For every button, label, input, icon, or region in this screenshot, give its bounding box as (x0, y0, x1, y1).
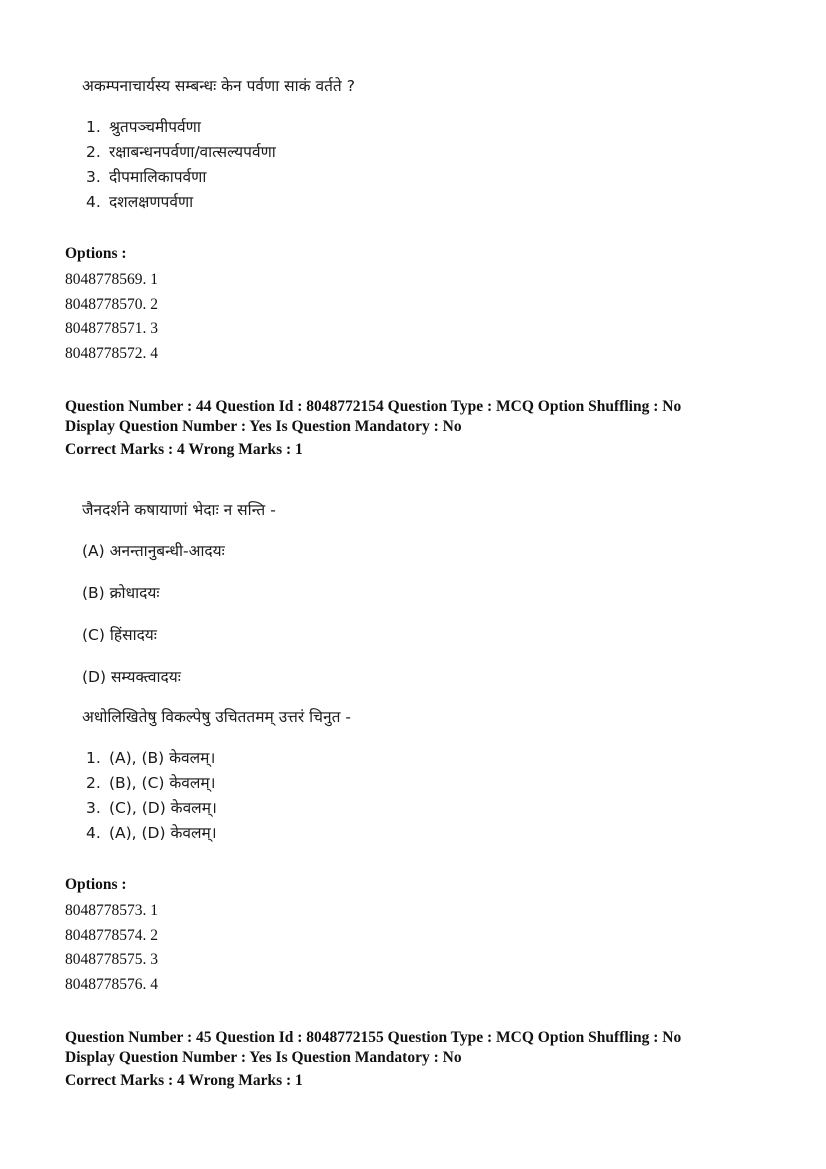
choice-item (86, 771, 217, 796)
choice-item (86, 165, 276, 190)
choice-item (86, 821, 217, 846)
option-id-line: 8048778572. 4 (65, 344, 158, 362)
choice-number: 1. (86, 118, 101, 136)
statement-c: (C) हिंसादयः (82, 626, 157, 644)
question-meta-line: Question Number : 45 Question Id : 8048772155 Question Type : MCQ Option Shuffling : No (65, 1029, 682, 1046)
question-44-metadata (65, 397, 681, 460)
marks-line: Correct Marks : 4 Wrong Marks : 1 (65, 441, 303, 458)
choice-item (86, 746, 217, 771)
question-44-stem: जैनदर्शने कषायाणां भेदाः न सन्ति - (82, 501, 276, 519)
choice-text: दशलक्षणपर्वणा (108, 193, 194, 211)
marks-line: Correct Marks : 4 Wrong Marks : 1 (65, 1072, 303, 1089)
choice-number: 3. (86, 168, 101, 186)
statement-a: (A) अनन्तानुबन्धी-आदयः (82, 542, 225, 560)
choice-item (86, 796, 217, 821)
choice-text: श्रुतपञ्चमीपर्वणा (108, 118, 201, 136)
option-id-line: 8048778573. 1 (65, 902, 158, 919)
options-heading: Options : (65, 876, 127, 893)
question-44-instruction: अधोलिखितेषु विकल्पेषु उचिततमम् उत्तरं चिनुत - (82, 708, 351, 726)
statement-d: (D) सम्यक्त्वादयः (82, 668, 181, 686)
question-44-choice-list (86, 746, 217, 846)
option-id-line: 8048778569. 1 (65, 271, 158, 288)
option-id-line: 8048778571. 3 (65, 320, 158, 337)
choice-item (86, 140, 276, 165)
option-id-line: 8048778576. 4 (65, 975, 158, 993)
choice-number: 4. (86, 193, 101, 211)
choice-number: 2. (86, 774, 101, 792)
choice-text: (A), (D) केवलम्। (108, 824, 217, 842)
option-id-line: 8048778570. 2 (65, 295, 158, 313)
question-43-option-ids (65, 268, 158, 366)
question-45-metadata (65, 1028, 681, 1091)
choice-number: 2. (86, 143, 101, 161)
statement-b: (B) क्रोधादयः (82, 584, 160, 602)
choice-text: (B), (C) केवलम्। (108, 774, 216, 792)
choice-number: 4. (86, 824, 101, 842)
choice-number: 1. (86, 749, 101, 767)
choice-text: रक्षाबन्धनपर्वणा/वात्सल्यपर्वणा (108, 143, 276, 161)
question-43-choice-list (86, 115, 276, 215)
question-meta-line: Question Number : 44 Question Id : 8048772154 Question Type : MCQ Option Shuffling : No (65, 398, 682, 415)
question-44-option-ids (65, 899, 158, 997)
choice-item (86, 190, 276, 215)
question-43-stem: अकम्पनाचार्यस्य सम्बन्धः केन पर्वणा साकं वर्तते ? (82, 77, 355, 95)
question-meta-line: Display Question Number : Yes Is Question Mandatory : No (65, 1049, 462, 1066)
option-id-line: 8048778574. 2 (65, 926, 158, 944)
question-meta-line: Display Question Number : Yes Is Question Mandatory : No (65, 418, 462, 435)
choice-text: (C), (D) केवलम्। (108, 799, 217, 817)
options-heading: Options : (65, 245, 127, 262)
choice-number: 3. (86, 799, 101, 817)
choice-text: (A), (B) केवलम्। (108, 749, 216, 767)
choice-item (86, 115, 276, 140)
option-id-line: 8048778575. 3 (65, 951, 158, 968)
choice-text: दीपमालिकापर्वणा (108, 168, 207, 186)
